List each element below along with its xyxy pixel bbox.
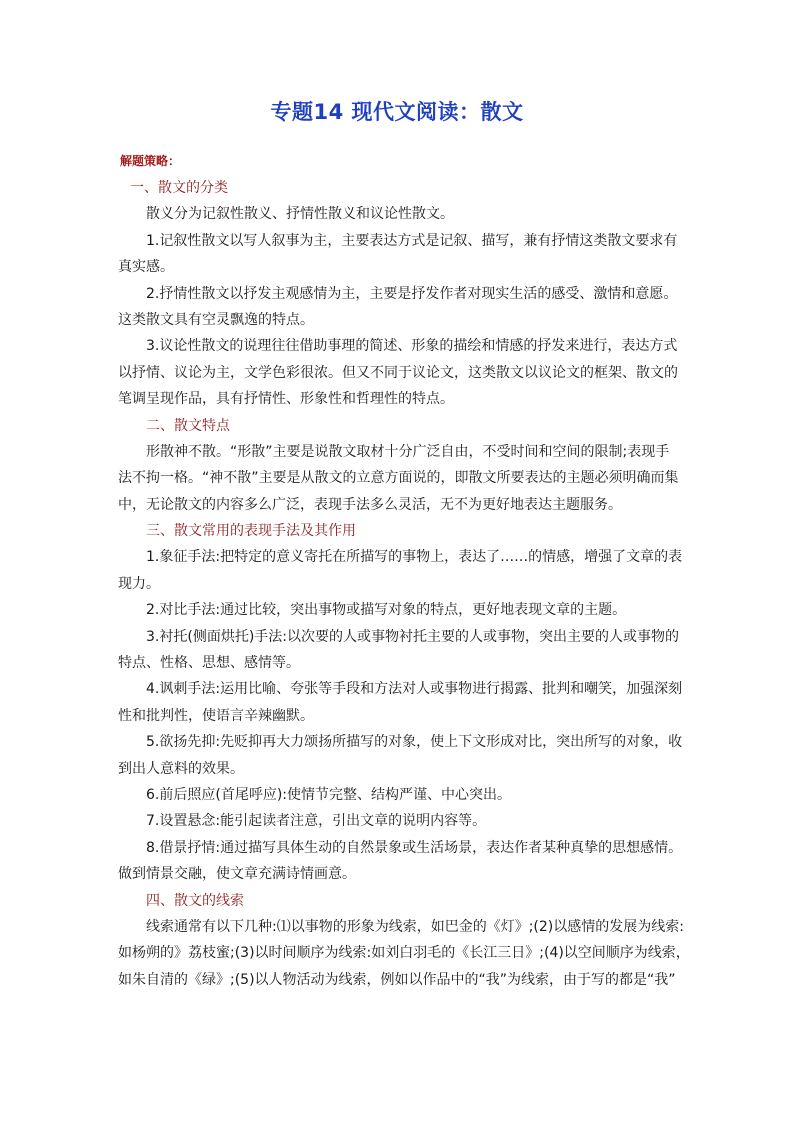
document-body [118,175,690,993]
paragraph-line: 笔调呈现作品，具有抒情性、形象性和哲理性的特点。 [118,391,454,408]
paragraph-line: 性和批判性，使语言辛辣幽默。 [118,707,314,724]
paragraph-line: 如朱自清的《绿》;(5)以人物活动为线索，例如以作品中的“我”为线索，由于写的都是“我” [118,971,676,988]
paragraph-line: 5.欲扬先抑:先贬抑再大力颂扬所描写的对象，使上下文形成对比，突出所写的对象，收 [146,734,683,751]
section-heading-techniques: 三、散文常用的表现手法及其作用 [146,523,356,540]
paragraph-line: 做到情景交融，使文章充满诗情画意。 [118,866,356,883]
paragraph-line: 以抒情、议论为主，文学色彩很浓。但又不同于议论文，这类散文以议论文的框架、散文的 [118,364,678,381]
paragraph-line: 现力。 [118,575,160,592]
paragraph-line: 到出人意料的效果。 [118,760,244,777]
paragraph-line: 散义分为记叙性散义、抒情性散义和议论性散文。 [146,206,454,223]
paragraph-line: 这类散文具有空灵飘逸的特点。 [118,311,314,328]
section-heading-classification: 一、散文的分类 [130,180,228,196]
paragraph-line: 4.讽刺手法:运用比喻、夸张等手段和方法对人或事物进行揭露、批判和嘲笑，加强深刻 [146,681,683,698]
paragraph-line: 8.借景抒情:通过描写具体生动的自然景象或生活场景，表达作者某种真挚的思想感情。 [146,839,683,856]
paragraph-line: 2.抒情性散文以抒发主观感情为主，主要是抒发作者对现实生活的感受、激情和意愿。 [146,285,678,302]
paragraph-line: 中，无论散文的内容多么广泛，表现手法多么灵活，无不为更好地表达主题服务。 [118,496,622,513]
paragraph-line: 如杨朔的》荔枝蜜;(3)以时间顺序为线索:如刘白羽毛的《长江三日》;(4)以空间顺序为线索， [118,945,690,962]
section-heading-features: 二、散文特点 [146,417,230,434]
paragraph-line: 真实感。 [118,259,174,276]
paragraph-line: 6.前后照应(首尾呼应):使情节完整、结构严谨、中心突出。 [146,786,511,803]
document-title: 专题14 现代文阅读：散文 [270,100,524,124]
section-heading-clues: 四、散文的线索 [146,892,244,909]
paragraph-line: 7.设置悬念:能引起读者注意，引出文章的说明内容等。 [146,813,487,830]
strategy-label: 解题策略： [120,154,181,168]
paragraph-line: 3.衬托(侧面烘托)手法:以次要的人或事物衬托主要的人或事物，突出主要的人或事物的 [146,628,679,645]
paragraph-line: 线索通常有以下几种:⑴以事物的形象为线索，如巴金的《灯》;(2)以感情的发展为线索: [146,918,684,935]
paragraph-line: 3.议论性散文的说理往往借助事理的简述、形象的描绘和情感的抒发来进行，表达方式 [146,338,678,355]
paragraph-line: 特点、性格、思想、感情等。 [118,655,300,672]
paragraph-line: 1.象征手法:把特定的意义寄托在所描写的事物上，表达了……的情感，增强了文章的表 [146,549,683,566]
paragraph-line: 形散神不散。“形散”主要是说散文取材十分广泛自由，不受时间和空间的限制;表现手 [146,443,670,460]
paragraph-line: 1.记叙性散文以写人叙事为主，主要表达方式是记叙、描写，兼有抒情这类散文要求有 [146,232,678,249]
paragraph-line: 2.对比手法:通过比较，突出事物或描写对象的特点，更好地表现文章的主题。 [146,602,627,619]
paragraph-line: 法不拘一格。“神不散”主要是从散文的立意方面说的，即散文所要表达的主题必须明确而集 [118,470,679,487]
